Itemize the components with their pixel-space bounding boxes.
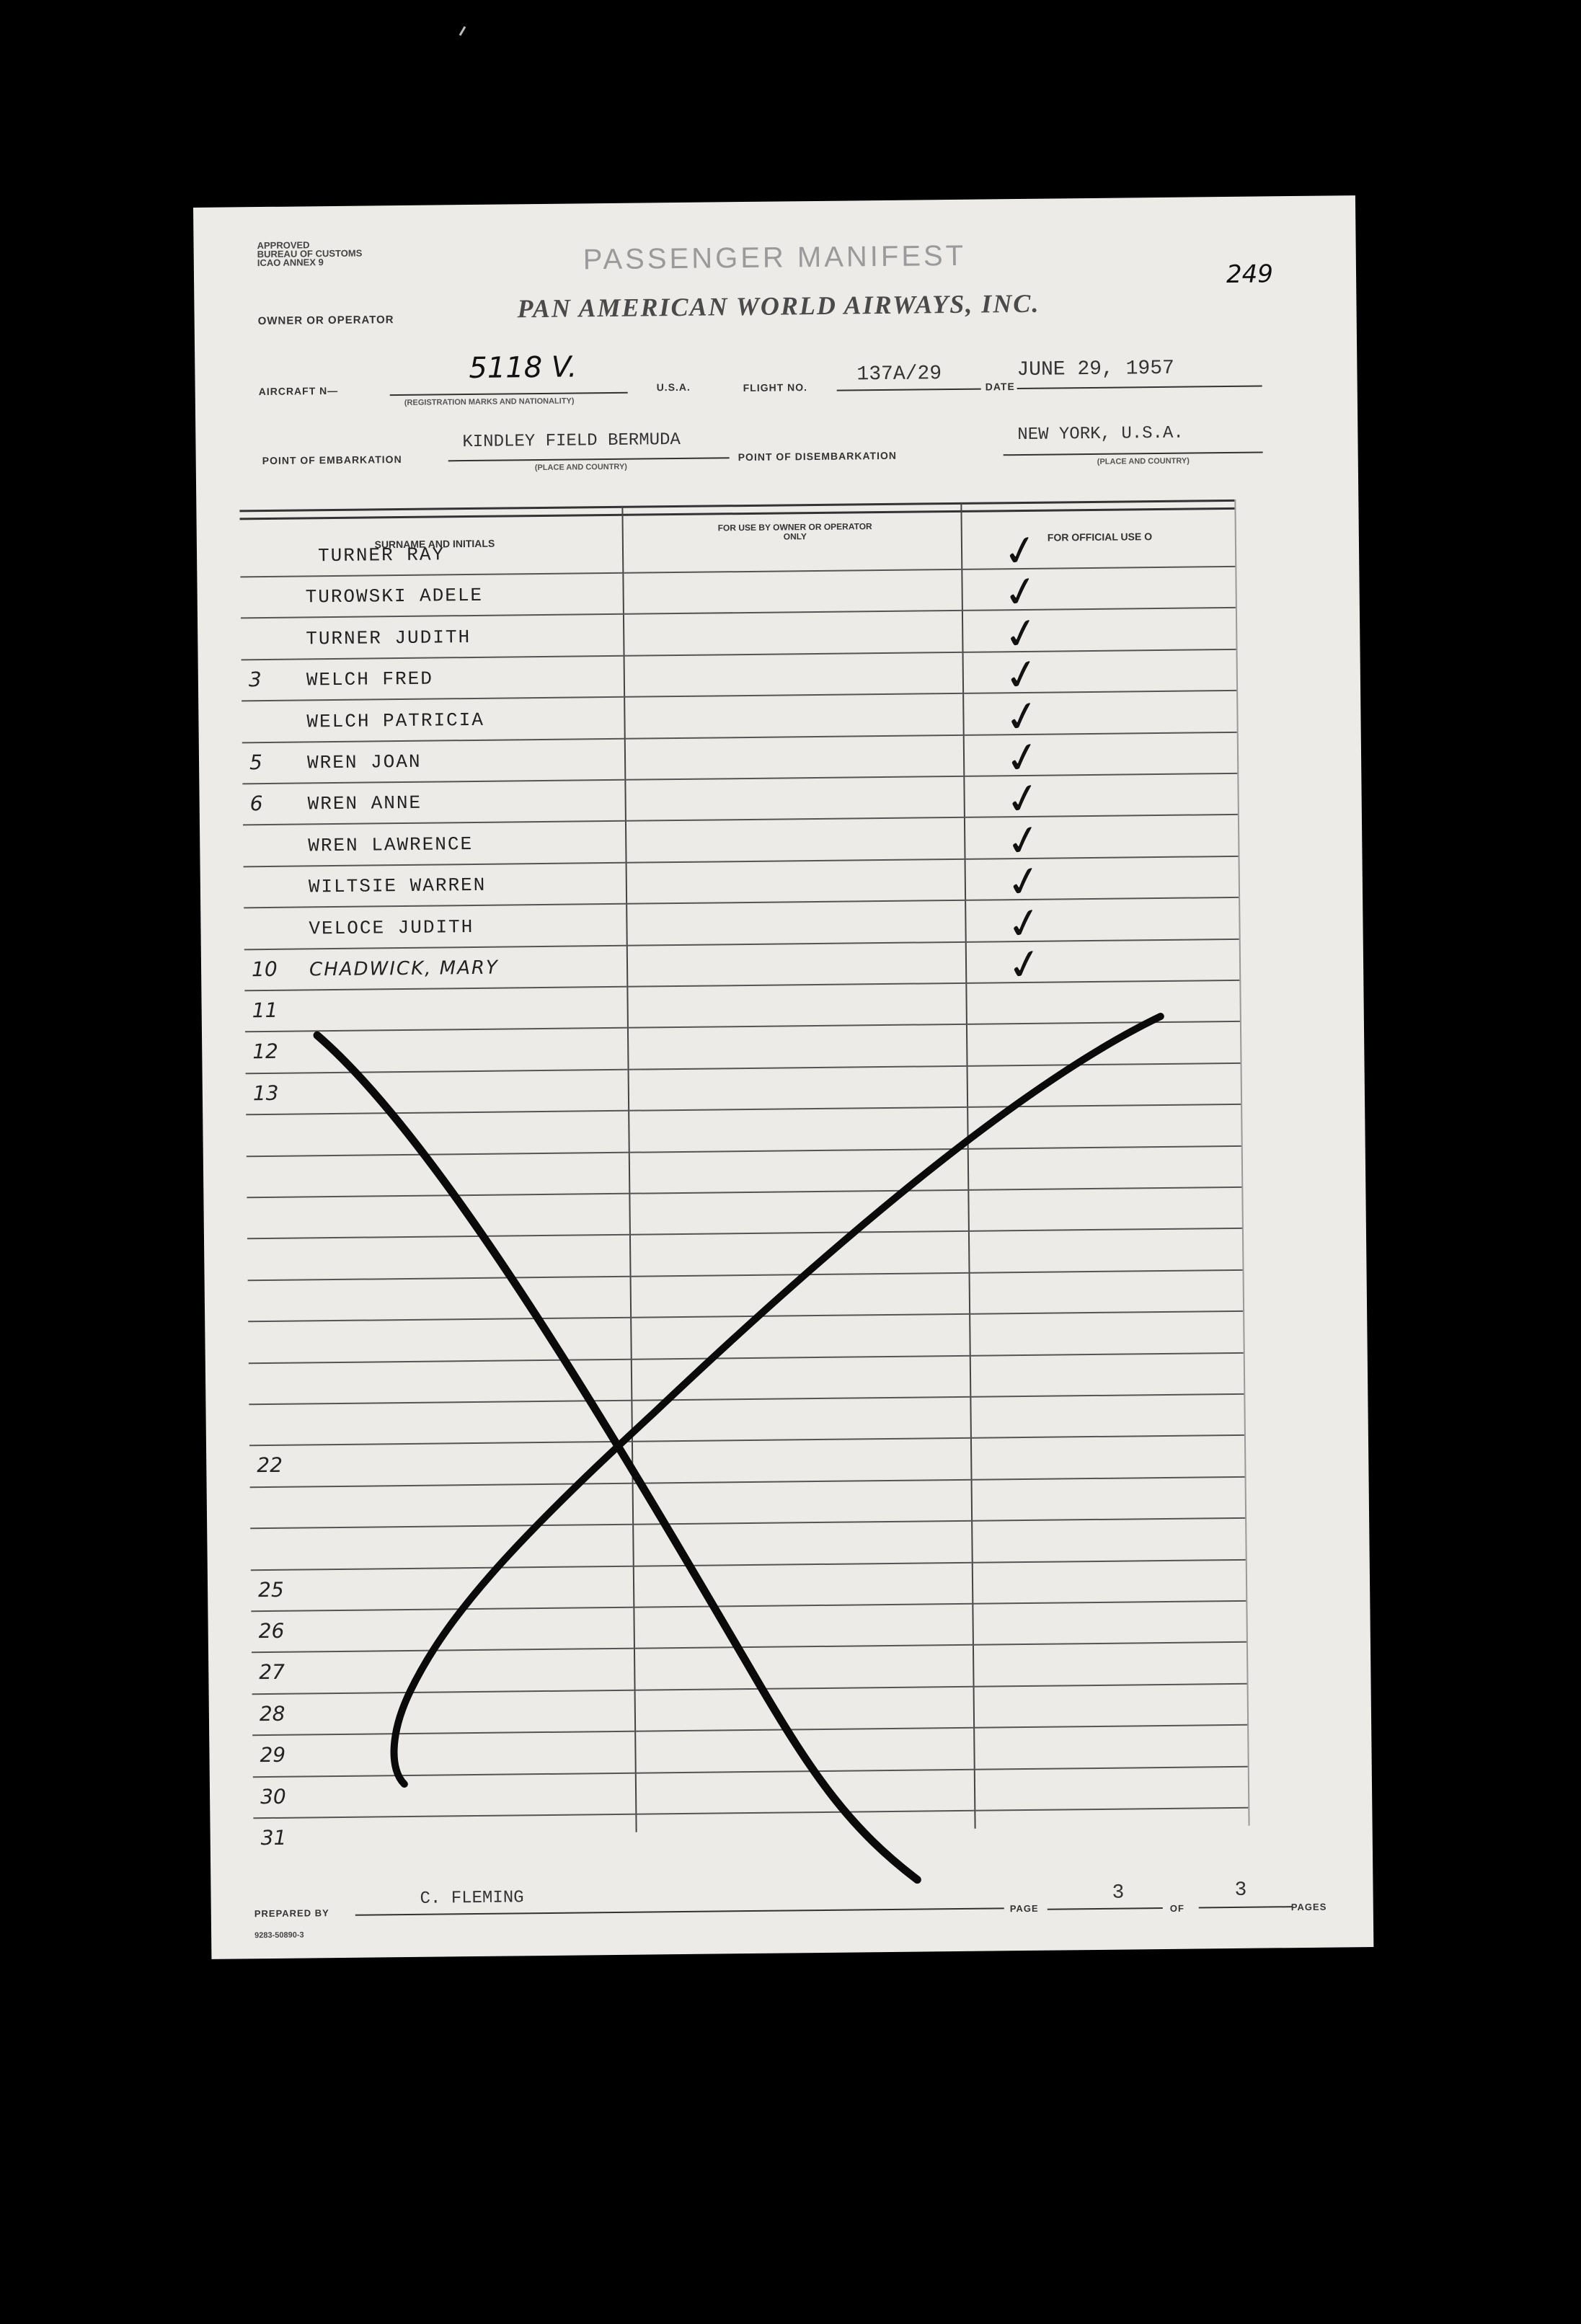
pages-label: PAGES — [1290, 1901, 1327, 1913]
check-mark-icon: ✓ — [1001, 813, 1045, 868]
aircraft-label: AIRCRAFT N— — [258, 384, 339, 398]
disembarkation-underline — [1004, 451, 1263, 456]
disembarkation-value: NEW YORK, U.S.A. — [1017, 423, 1184, 445]
row-rule — [246, 1104, 1241, 1115]
row-rule — [244, 939, 1239, 950]
date-label: DATE — [985, 381, 1015, 393]
flight-underline — [837, 389, 981, 391]
passenger-name: WREN JOAN — [306, 750, 422, 774]
disembarkation-label: POINT OF DISEMBARKATION — [738, 449, 898, 464]
passenger-name: WREN ANNE — [307, 791, 422, 815]
row-number: 30 — [260, 1784, 286, 1809]
row-rule — [248, 1310, 1243, 1322]
row-rule — [243, 814, 1238, 825]
page-value: 3 — [1112, 1881, 1125, 1904]
row-rule — [250, 1517, 1245, 1529]
row-rule — [251, 1559, 1246, 1571]
column-divider-1 — [621, 506, 637, 1832]
prepared-underline — [355, 1907, 1004, 1915]
row-number: 31 — [260, 1825, 287, 1850]
row-rule — [249, 1393, 1244, 1405]
page-underline — [1048, 1907, 1163, 1910]
row-rule — [240, 566, 1235, 577]
check-mark-icon: ✓ — [999, 606, 1043, 661]
table-top-border — [239, 500, 1234, 520]
flight-value: 137A/29 — [856, 363, 942, 386]
passenger-name: VELOCE JUDITH — [309, 915, 474, 940]
operator-name: PAN AMERICAN WORLD AIRWAYS, INC. — [517, 288, 1040, 324]
aircraft-underline — [390, 392, 628, 396]
row-number: 12 — [252, 1039, 279, 1064]
total-underline — [1199, 1906, 1293, 1908]
passenger-name: WELCH PATRICIA — [306, 709, 485, 733]
embarkation-value: KINDLEY FIELD BERMUDA — [462, 430, 681, 453]
row-number: 10 — [251, 957, 278, 982]
passenger-name: WELCH FRED — [306, 668, 434, 691]
approval-line: BUREAU OF CUSTOMS — [257, 247, 363, 260]
row-rule — [245, 1021, 1240, 1032]
row-number: 27 — [259, 1659, 285, 1685]
row-number: 11 — [252, 998, 278, 1023]
row-number: 3 — [248, 668, 262, 692]
row-rule — [253, 1766, 1248, 1778]
surname-column-header: SURNAME AND INITIALS — [374, 537, 495, 551]
document-number: 249 — [1226, 260, 1274, 289]
row-rule — [250, 1476, 1245, 1488]
form-title: PASSENGER MANIFEST — [583, 239, 967, 276]
row-rule — [248, 1269, 1243, 1281]
row-rule — [241, 607, 1236, 618]
row-rule — [244, 856, 1239, 867]
column-divider-2 — [960, 502, 975, 1829]
stray-mark — [459, 26, 466, 36]
check-mark-icon: ✓ — [1000, 647, 1044, 702]
row-rule — [244, 980, 1239, 991]
row-number: 25 — [257, 1577, 284, 1602]
passenger-name: TUROWSKI ADELE — [305, 584, 484, 608]
embarkation-label: POINT OF EMBARKATION — [262, 453, 402, 467]
embarkation-underline — [448, 457, 730, 461]
official-column-header: FOR OFFICIAL USE O — [1047, 531, 1153, 544]
row-rule — [242, 649, 1236, 660]
approval-line: APPROVED — [257, 239, 310, 252]
row-rule — [242, 773, 1237, 784]
check-mark-icon: ✓ — [1002, 896, 1046, 951]
check-mark-icon: ✓ — [1002, 854, 1046, 909]
row-rule — [252, 1641, 1246, 1653]
date-underline — [1017, 385, 1262, 389]
row-number: 28 — [259, 1701, 285, 1726]
check-mark-icon: ✓ — [1001, 730, 1045, 785]
approval-stamp — [257, 241, 362, 268]
manifest-sheet — [193, 195, 1373, 1959]
check-mark-icon: ✓ — [1003, 937, 1047, 992]
row-rule — [252, 1724, 1247, 1736]
check-mark-icon: ✓ — [998, 523, 1042, 578]
row-rule — [249, 1434, 1244, 1446]
of-label: OF — [1169, 1902, 1184, 1914]
approval-line: ICAO ANNEX 9 — [257, 257, 324, 269]
passenger-name: TURNER JUDITH — [306, 626, 471, 650]
row-rule — [247, 1187, 1241, 1198]
check-mark-icon: ✓ — [998, 564, 1043, 619]
row-number: 22 — [257, 1452, 283, 1478]
nationality: U.S.A. — [656, 381, 691, 394]
row-rule — [242, 690, 1236, 701]
row-rule — [244, 897, 1239, 908]
row-number: 5 — [249, 750, 263, 775]
flight-label: FLIGHT NO. — [743, 381, 808, 394]
row-rule — [249, 1352, 1244, 1364]
prepared-label: PREPARED BY — [254, 1907, 329, 1920]
check-mark-icon: ✓ — [1000, 689, 1044, 744]
page-label: PAGE — [1009, 1902, 1039, 1915]
owner-column-header: FOR USE BY OWNER OR OPERATOR ONLY — [717, 521, 872, 542]
passenger-name: TURNER RAY — [317, 544, 446, 567]
owner-label: OWNER OR OPERATOR — [257, 314, 394, 328]
form-code: 9283-50890-3 — [254, 1930, 304, 1941]
row-rule — [251, 1600, 1246, 1612]
passenger-name: WREN LAWRENCE — [308, 833, 474, 857]
row-rule — [252, 1683, 1247, 1695]
embarkation-caption: (PLACE AND COUNTRY) — [534, 462, 627, 473]
table-right-edge — [1234, 500, 1249, 1826]
row-number: 6 — [249, 791, 263, 816]
row-rule — [247, 1228, 1242, 1239]
disembarkation-caption: (PLACE AND COUNTRY) — [1097, 456, 1190, 466]
date-value: JUNE 29, 1957 — [1017, 357, 1175, 382]
registration-caption: (REGISTRATION MARKS AND NATIONALITY) — [404, 396, 575, 407]
row-rule — [246, 1063, 1241, 1074]
row-number: 13 — [252, 1081, 279, 1106]
passenger-name: WILTSIE WARREN — [308, 874, 487, 898]
row-rule — [247, 1145, 1241, 1157]
total-pages-value: 3 — [1234, 1879, 1247, 1902]
passenger-name: CHADWICK, MARY — [309, 957, 500, 981]
cross-stroke-1 — [317, 1029, 917, 1886]
aircraft-value: 5118 V. — [469, 350, 577, 386]
row-rule — [242, 732, 1237, 743]
prepared-value: C. FLEMING — [420, 1888, 524, 1909]
row-number: 29 — [260, 1742, 286, 1768]
row-rule — [253, 1807, 1248, 1819]
row-number: 26 — [258, 1618, 285, 1644]
check-mark-icon: ✓ — [1001, 771, 1045, 826]
